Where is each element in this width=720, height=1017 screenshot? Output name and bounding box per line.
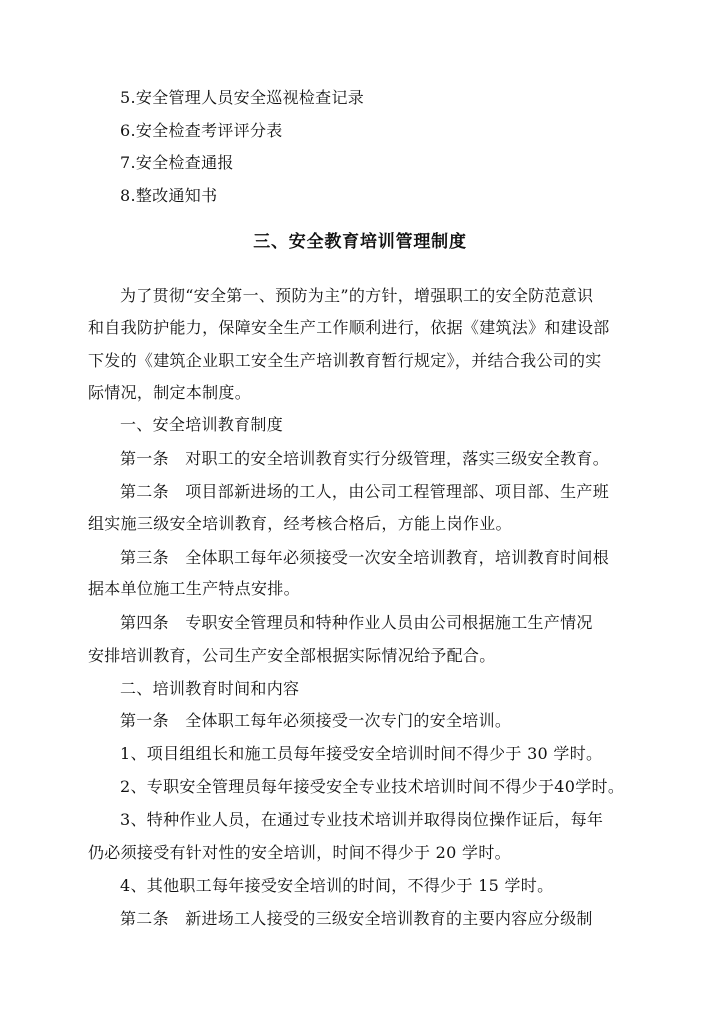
item-3-line-2: 仍必须接受有针对性的安全培训，时间不得少于 20 学时。 (88, 843, 511, 862)
article-2-line-1: 第二条 项目部新进场的工人，由公司工程管理部、项目部、生产班 (120, 482, 610, 501)
intro-line-2: 和自我防护能力，保障安全生产工作顺利进行，依据《建筑法》和建设部 (88, 318, 610, 337)
intro-line-4: 际情况，制定本制度。 (88, 383, 252, 402)
article-1-training-line: 第一条 全体职工每年必须接受一次专门的安全培训。 (120, 711, 512, 730)
article-2-line-2: 组实施三级安全培训教育，经考核合格后，方能上岗作业。 (88, 514, 512, 533)
subsection-title-2: 二、培训教育时间和内容 (120, 679, 300, 698)
intro-line-1: 为了贯彻“安全第一、预防为主”的方针，增强职工的安全防范意识 (120, 286, 594, 305)
article-1-line: 第一条 对职工的安全培训教育实行分级管理，落实三级安全教育。 (120, 449, 610, 468)
list-item-7: 7.安全检查通报 (120, 153, 234, 172)
item-2-line: 2、专职安全管理员每年接受安全专业技术培训时间不得少于40学时。 (120, 777, 625, 796)
item-4-line: 4、其他职工每年接受安全培训的时间，不得少于 15 学时。 (120, 876, 554, 895)
list-item-6: 6.安全检查考评评分表 (120, 121, 283, 140)
section-title: 三、安全教育培训管理制度 (253, 232, 467, 252)
list-item-8: 8.整改通知书 (120, 186, 218, 205)
article-2-training-line: 第二条 新进场工人接受的三级安全培训教育的主要内容应分级制 (120, 909, 593, 928)
subsection-title-1: 一、安全培训教育制度 (120, 415, 284, 434)
intro-line-3: 下发的《建筑企业职工安全生产培训教育暂行规定》，并结合我公司的实 (88, 351, 602, 370)
article-4-line-1: 第四条 专职安全管理员和特种作业人员由公司根据施工生产情况 (120, 613, 593, 632)
item-1-line: 1、项目组组长和施工员每年接受安全培训时间不得少于 30 学时。 (120, 744, 603, 763)
list-item-5: 5.安全管理人员安全巡视检查记录 (120, 88, 365, 107)
article-3-line-2: 据本单位施工生产特点安排。 (88, 579, 300, 598)
article-4-line-2: 安排培训教育，公司生产安全部根据实际情况给予配合。 (88, 646, 496, 665)
article-3-line-1: 第三条 全体职工每年必须接受一次安全培训教育，培训教育时间根 (120, 548, 610, 567)
item-3-line-1: 3、特种作业人员，在通过专业技术培训并取得岗位操作证后，每年 (120, 810, 604, 829)
